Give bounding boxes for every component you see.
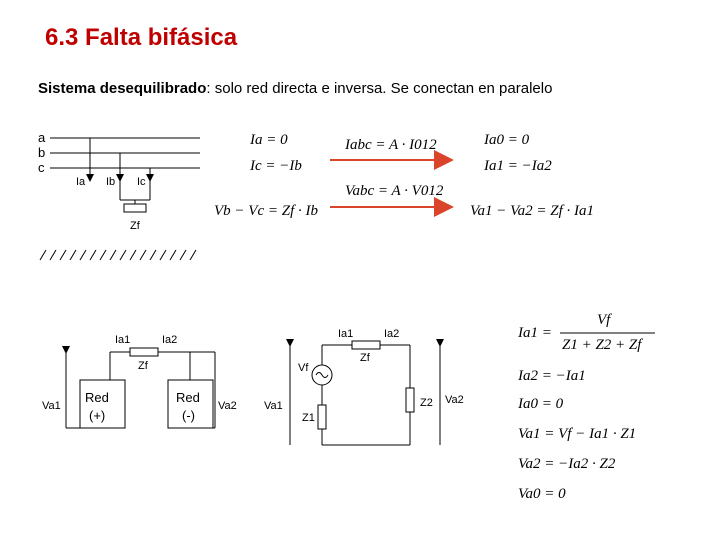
phase-c-label: c [38,160,45,175]
left-z-label: Zf [138,360,148,372]
res-va: Va1 − Va2 = Zf · Ia1 [470,203,594,219]
transform-i: Iabc = A · I012 [345,137,437,153]
ib-label: Ib [106,176,116,188]
mid-z1-label: Z1 [302,412,315,424]
subtitle-bold: Sistema desequilibrado [38,80,207,97]
left-v2-label: Va2 [218,400,237,412]
mid-zf-label: Zf [360,352,370,364]
eq-ia0: Ia0 = 0 [518,396,564,412]
mid-z2-label: Z2 [420,397,433,409]
eq-ia1-num: Vf [597,312,611,328]
left-v1-label: Va1 [42,400,61,412]
left-i2-label: Ia2 [162,334,178,346]
mid-vf-label: Vf [298,362,309,374]
subtitle-rest: : solo red directa e inversa. Se conectan en paralelo [206,80,553,97]
res-ia1: Ia1 = −Ia2 [484,158,552,174]
cond-ia: Ia = 0 [250,132,288,148]
mid-i1-label: Ia1 [338,328,354,340]
mid-v2-label: Va2 [445,394,464,406]
phase-a-label: a [38,130,46,145]
eq-ia1-den: Z1 + Z2 + Zf [562,337,642,353]
cond-ic: Ic = −Ib [250,158,302,174]
transform-v: Vabc = A · V012 [345,183,444,199]
phase-lines [50,138,200,212]
red-neg-label: Red [176,390,200,405]
left-i1-label: Ia1 [115,334,131,346]
eq-va1: Va1 = Vf − Ia1 · Z1 [518,426,637,442]
ia-label: Ia [76,176,86,188]
eq-va2: Va2 = −Ia2 · Z2 [518,456,616,472]
phase-b-label: b [38,145,46,160]
ground-hatch [40,250,196,260]
cond-v: Vb − Vc = Zf · Ib [214,203,318,219]
red-pos-label: Red [85,390,109,405]
mid-v1-label: Va1 [264,400,283,412]
res-ia0: Ia0 = 0 [484,132,530,148]
slide-title: 6.3 Falta bifásica [45,24,238,51]
eq-ia1-lhs: Ia1 = [518,325,552,341]
eq-va0: Va0 = 0 [518,486,566,502]
zf-label: Zf [130,220,140,232]
eq-ia2: Ia2 = −Ia1 [518,368,586,384]
red-pos-sign: (+) [89,408,106,423]
ic-label: Ic [137,176,146,188]
mid-i2-label: Ia2 [384,328,400,340]
red-neg-sign: (-) [182,408,195,423]
